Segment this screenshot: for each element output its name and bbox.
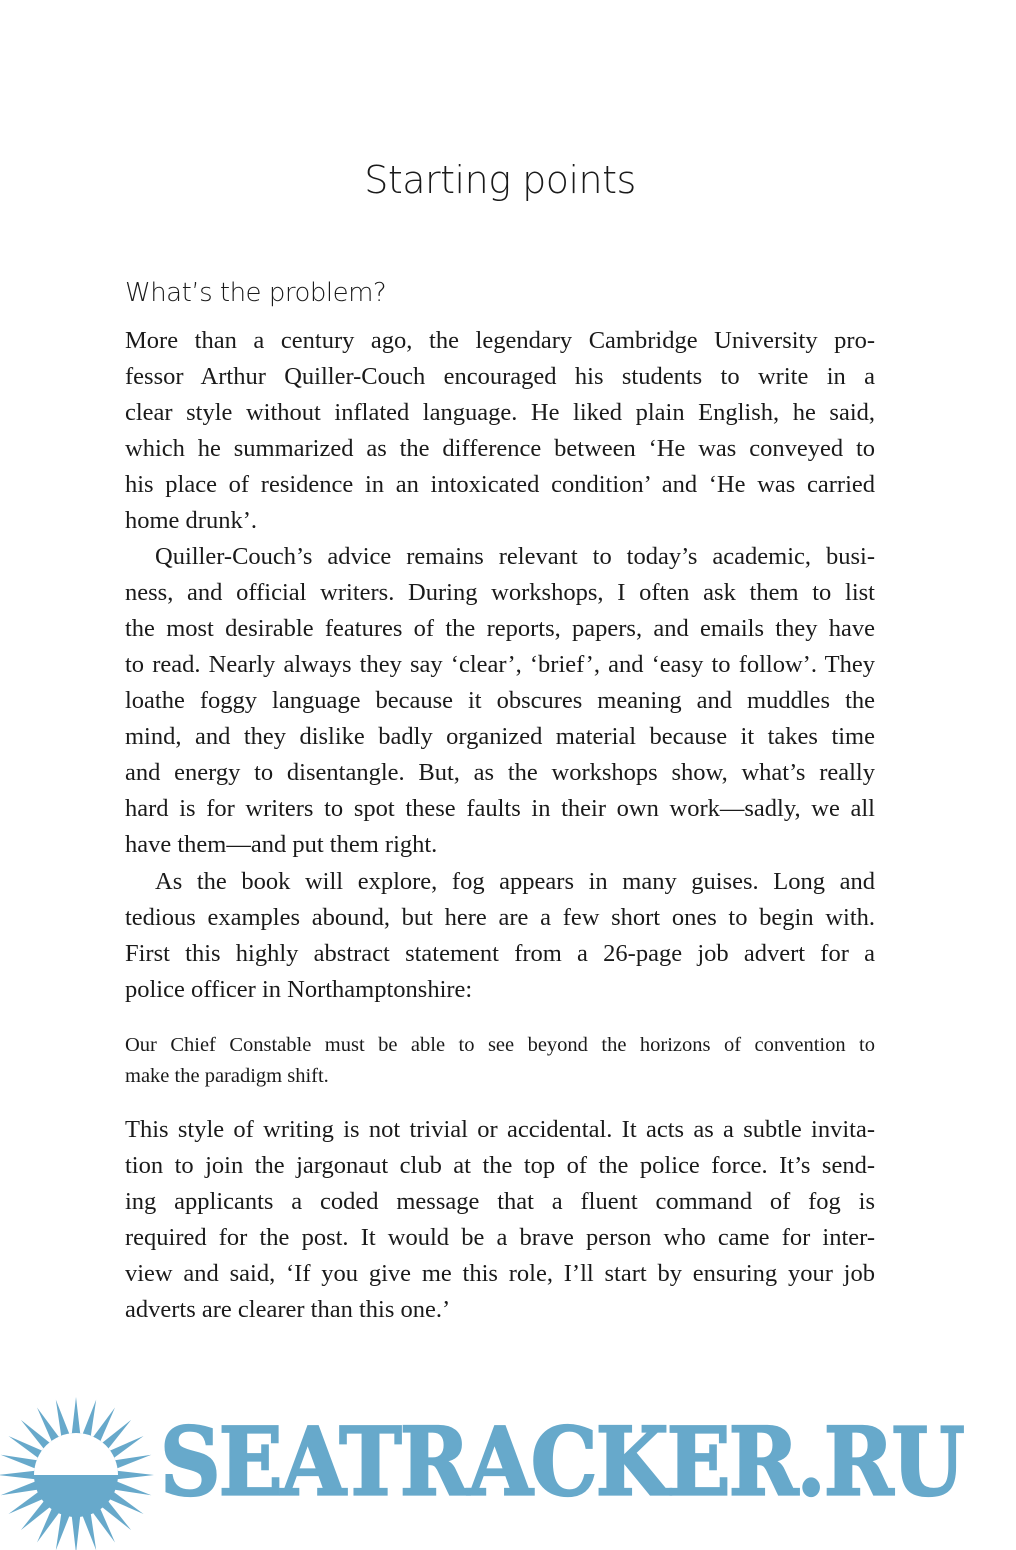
text-line: adverts are clearer than this one.’ [125, 1296, 451, 1323]
text-line: required for the post. It would be a brave person who came for inter- [125, 1224, 875, 1251]
sun-ray [1, 1481, 39, 1495]
sun-logo-icon [0, 1390, 160, 1550]
text-line: First this highly abstract statement from a 26-page job advert for a [125, 940, 875, 967]
sun-ray [113, 1455, 151, 1469]
text-line: As the book will explore, fog appears in many guises. Long and [155, 868, 875, 895]
text-line: his place of residence in an intoxicated condition’ and ‘He was carried [125, 471, 875, 498]
text-line: which he summarized as the difference between ‘He was conveyed to [125, 435, 875, 462]
sun-ray [0, 1471, 36, 1480]
sun-ray [56, 1512, 70, 1550]
text-line: This style of writing is not trivial or accidental. It acts as a subtle invita- [125, 1116, 875, 1143]
text-line: ing applicants a coded message that a fluent command of fog is [125, 1188, 875, 1215]
text-line: clear style without inflated language. He liked plain English, he said, [125, 399, 875, 426]
text-line: Quiller-Couch’s advice remains relevant to today’s academic, busi- [155, 543, 875, 570]
sun-ray [82, 1400, 96, 1438]
text-line: have them—and put them right. [125, 831, 438, 858]
page-title: Starting points [364, 158, 636, 202]
text-line: mind, and they dislike badly organized material because it takes time [125, 723, 875, 750]
sun-ray [72, 1515, 81, 1550]
sun-ray [113, 1481, 151, 1495]
paragraph-4 [125, 1112, 875, 1328]
text-line: tion to join the jargonaut club at the top of the police force. It’s send- [125, 1152, 875, 1179]
text-line: More than a century ago, the legendary Cambridge University pro- [125, 327, 875, 354]
text-line: to read. Nearly always they say ‘clear’, ‘brief’, and ‘easy to follow’. They [125, 651, 875, 678]
text-line: make the paradigm shift. [125, 1065, 329, 1087]
sun-ray [116, 1471, 154, 1480]
text-line: loathe foggy language because it obscures meaning and muddles the [125, 687, 875, 714]
paragraph-2 [125, 539, 875, 863]
paragraph-1 [125, 323, 875, 539]
text-line: hard is for writers to spot these faults in their own work—sadly, we all [125, 795, 875, 822]
text-line: and energy to disentangle. But, as the workshops show, what’s really [125, 759, 875, 786]
paragraph-3 [125, 864, 875, 1008]
watermark [0, 1390, 1016, 1540]
sun-ray [56, 1400, 70, 1438]
text-line: Our Chief Constable must be able to see beyond the horizons of convention to [125, 1034, 875, 1056]
block-quote [125, 1030, 875, 1092]
text-line: home drunk’. [125, 507, 257, 534]
sun-ray [82, 1512, 96, 1550]
text-line: ness, and official writers. During workshops, I often ask them to list [125, 579, 875, 606]
sun-ray [1, 1455, 39, 1469]
text-line: fessor Arthur Quiller-Couch encouraged his students to write in a [125, 363, 875, 390]
watermark-text: SEATRACKER.RU [160, 1406, 963, 1517]
text-line: police officer in Northamptonshire: [125, 976, 473, 1003]
text-line: tedious examples abound, but here are a few short ones to begin with. [125, 904, 875, 931]
text-line: view and said, ‘If you give me this role, I’ll start by ensuring your job [125, 1260, 875, 1287]
text-line: the most desirable features of the reports, papers, and emails they have [125, 615, 875, 642]
section-heading: What’s the problem? [125, 278, 387, 308]
sun-ray [72, 1397, 81, 1435]
